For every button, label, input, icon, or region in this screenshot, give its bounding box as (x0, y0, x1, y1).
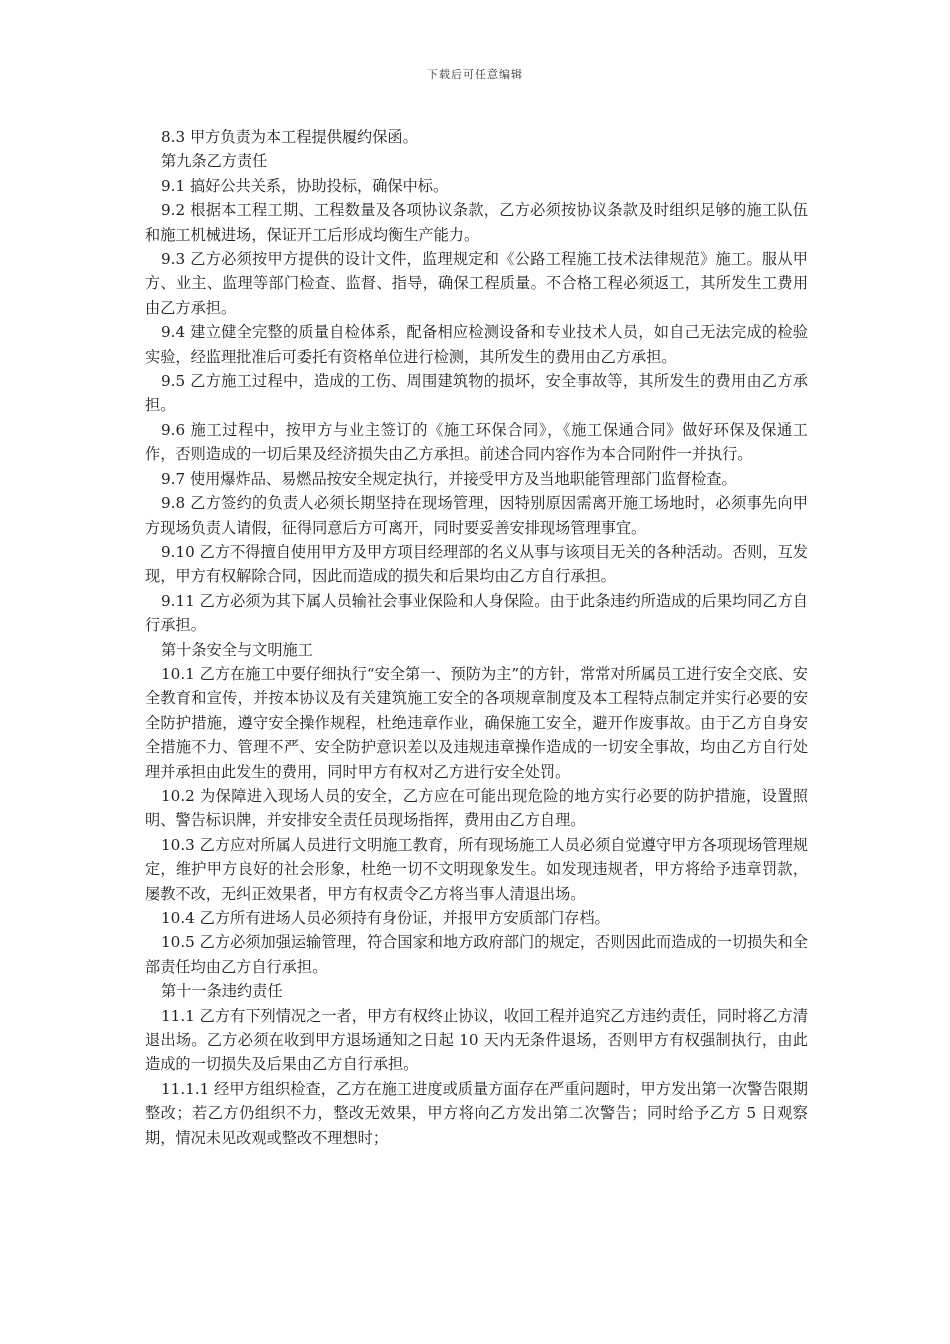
clause-9-4: 9.4 建立健全完整的质量自检体系，配备相应检测设备和专业技术人员，如自己无法完成的检验实验，经监理批准后可委托有资格单位进行检测，其所发生的费用由乙方承担。 (145, 323, 808, 366)
clause-9-2: 9.2 根据本工程工期、工程数量及各项协议条款，乙方必须按协议条款及时组织足够的施工队伍和施工机械进场，保证开工后形成均衡生产能力。 (145, 201, 808, 244)
section-heading-9: 第九条乙方责任 (161, 152, 268, 171)
clause-10-3: 10.3 乙方应对所属人员进行文明施工教育，所有现场施工人员必须自觉遵守甲方各项现场管理规定，维护甲方良好的社会形象，杜绝一切不文明现象发生。如发现违规者，甲方将给予违章罚款，屡教不改，无纠正效果者，甲方有权责令乙方将当事人清退出场。 (145, 835, 808, 903)
clause-11-1: 11.1 乙方有下列情况之一者，甲方有权终止协议，收回工程并追究乙方违约责任，同时将乙方清退出场。乙方必须在收到甲方退场通知之日起 10 天内无条件退场，否则甲方有权强制执行，由此造成的一切损失及后果由乙方自行承担。 (145, 1006, 808, 1074)
clause-9-3: 9.3 乙方必须按甲方提供的设计文件，监理规定和《公路工程施工技术法律规范》施工。服从甲方、业主、监理等部门检查、监督、指导，确保工程质量。不合格工程必须返工，其所发生工费用由乙方承担。 (145, 250, 808, 317)
clause-10-4: 10.4 乙方所有进场人员必须持有身份证，并报甲方安质部门存档。 (161, 909, 610, 927)
clause-9-7: 9.7 使用爆炸品、易燃品按安全规定执行，并接受甲方及当地职能管理部门监督检查。 (161, 469, 737, 488)
clause-9-6: 9.6 施工过程中，按甲方与业主签订的《施工环保合同》，《施工保通合同》做好环保及保通工作，否则造成的一切后果及经济损失由乙方承担。前述合同内容作为本合同附件一并执行。 (145, 420, 808, 464)
clause-9-8: 9.8 乙方签约的负责人必须长期坚持在现场管理，因特别原因需离开施工场地时，必须事先向甲方现场负责人请假，征得同意后方可离开，同时要妥善安排现场管理事宜。 (145, 494, 808, 537)
document-body (145, 125, 808, 1150)
clause-10-5: 10.5 乙方必须加强运输管理，符合国家和地方政府部门的规定，否则因此而造成的一切损失和全部责任均由乙方自行承担。 (145, 933, 808, 976)
clause-9-5: 9.5 乙方施工过程中，造成的工伤、周围建筑物的损坏，安全事故等，其所发生的费用由乙方承担。 (145, 372, 808, 415)
clause-10-2: 10.2 为保障进入现场人员的安全，乙方应在可能出现危险的地方实行必要的防护措施，设置照明、警告标识牌，并安排安全责任员现场指挥，费用由乙方自理。 (145, 786, 808, 830)
clause-10-1: 10.1 乙方在施工中要仔细执行“安全第一、预防为主”的方针，常常对所属员工进行安全交底、安全教育和宣传，并按本协议及有关建筑施工安全的各项规章制度及本工程特点制定并实行必要的安全防护措施，遵守安全操作规程，杜绝违章作业，确保施工安全，避开作废事故。由于乙方自身安全措施不力、管理不严、安全防护意识差以及违规违章操作造成的一切安全事故，均由乙方自行处理并承担由此发生的费用，同时甲方有权对乙方进行安全处罚。 (145, 664, 808, 781)
clause-9-1: 9.1 搞好公共关系，协助投标，确保中标。 (161, 176, 449, 195)
section-heading-10: 第十条安全与文明施工 (161, 640, 313, 659)
section-heading-11: 第十一条违约责任 (161, 982, 283, 1001)
page-header: 下载后可任意编辑 (427, 68, 523, 81)
clause-11-1-1: 11.1.1 经甲方组织检查，乙方在施工进度或质量方面存在严重问题时，甲方发出第一次警告限期整改；若乙方仍组织不力，整改无效果，甲方将向乙方发出第二次警告；同时给予乙方 5 日观察期，情况未见改观或整改不理想时； (145, 1079, 808, 1147)
clause-8-3: 8.3 甲方负责为本工程提供履约保函。 (161, 128, 418, 146)
clause-9-10: 9.10 乙方不得擅自使用甲方及甲方项目经理部的名义从事与该项目无关的各种活动。否则，互发现，甲方有权解除合同，因此而造成的损失和后果均由乙方自行承担。 (145, 542, 808, 586)
clause-9-11: 9.11 乙方必须为其下属人员输社会事业保险和人身保险。由于此条违约所造成的后果均同乙方自行承担。 (145, 591, 808, 635)
